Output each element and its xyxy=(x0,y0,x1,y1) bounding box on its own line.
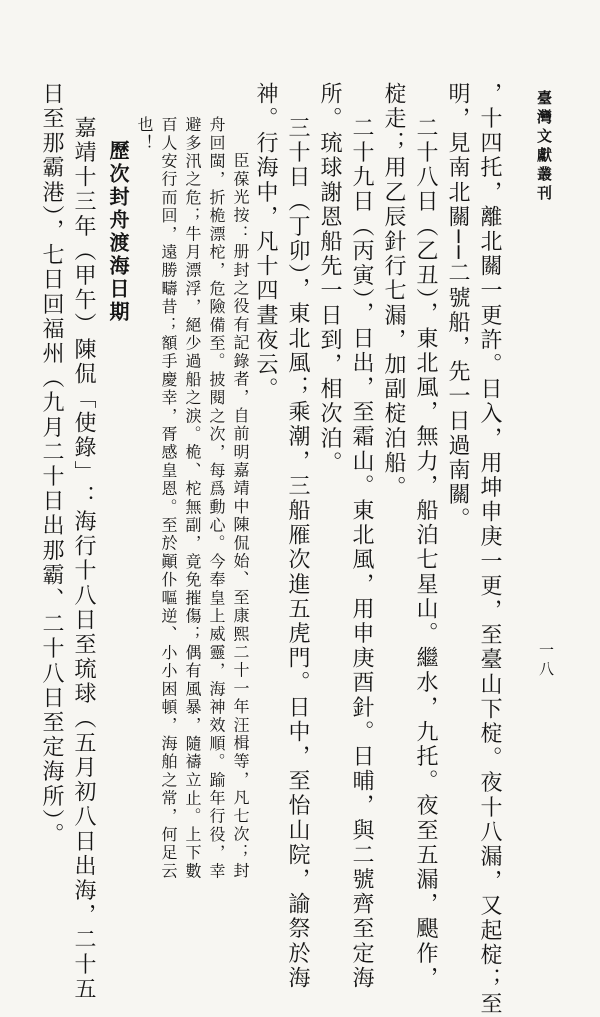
note-column-3: 避多汛之危；牛月漂浮，絕少過船之淚。桅、柁無副，竟免摧傷；偶有風暴，隨禱立止。上下數 xyxy=(183,116,202,881)
text-column-3: 二十八日（乙丑），東北風，無力，船泊七星山。繼水，九托。夜至五漏，颶作， xyxy=(413,116,438,991)
page-number: 一八 xyxy=(537,642,555,680)
text-column-6: 所。琉球謝恩船先一日到，相次泊。 xyxy=(317,82,342,476)
text-column-7: 三十日（丁卯），東北風；乘潮，三船雁次進五虎門。日中，至怡山院，諭祭於海 xyxy=(285,116,310,991)
section-heading: 歷次封舟渡海日期 xyxy=(106,140,130,324)
note-column-4: 百人安行而回，遠勝疇昔；額手慶幸，胥感皇恩。至於顚仆嘔逆、小小困頓，海舶之常，何足云 xyxy=(159,116,178,881)
text-column-5: 二十九日（丙寅），日出，至霜山。東北風，用申庚酉針。日晡，與二號齊至定海 xyxy=(349,116,374,991)
text-column-4: 椗走；用乙辰針行七漏，加副椗泊船。 xyxy=(381,82,406,501)
note-column-1: 臣葆光按：册封之役有記錄者，自前明嘉靖中陳侃始、至康熙二十一年汪楫等，凡七次；封 xyxy=(231,152,250,880)
text-column-8: 神。行海中，凡十四晝夜云。 xyxy=(253,82,278,402)
section-column-1: 嘉靖十三年（甲午）陳侃「使錄」：海行十八日至琉球（五月初八日出海，二十五 xyxy=(71,116,96,1002)
text-column-1: ，十四托，離北關一更許。日入，用坤申庚一更，至臺山下椗。夜十八漏，又起椗；至 xyxy=(477,82,502,1017)
section-column-2: 日至那霸港），七日回福州（九月二十日出那霸、二十八日至定海所）。 xyxy=(39,82,64,848)
text-column-2: 明，見南北關──二號船，先一日過南關。 xyxy=(445,82,470,532)
note-column-5: 也！ xyxy=(135,116,154,153)
running-title: 臺灣文獻叢刊 xyxy=(535,90,553,204)
note-column-2: 舟回閩，折桅漂柁，危險備至。披閱之次，每爲動心。今奉皇上威靈，海神效順。踰年行役，幸 xyxy=(207,116,226,881)
